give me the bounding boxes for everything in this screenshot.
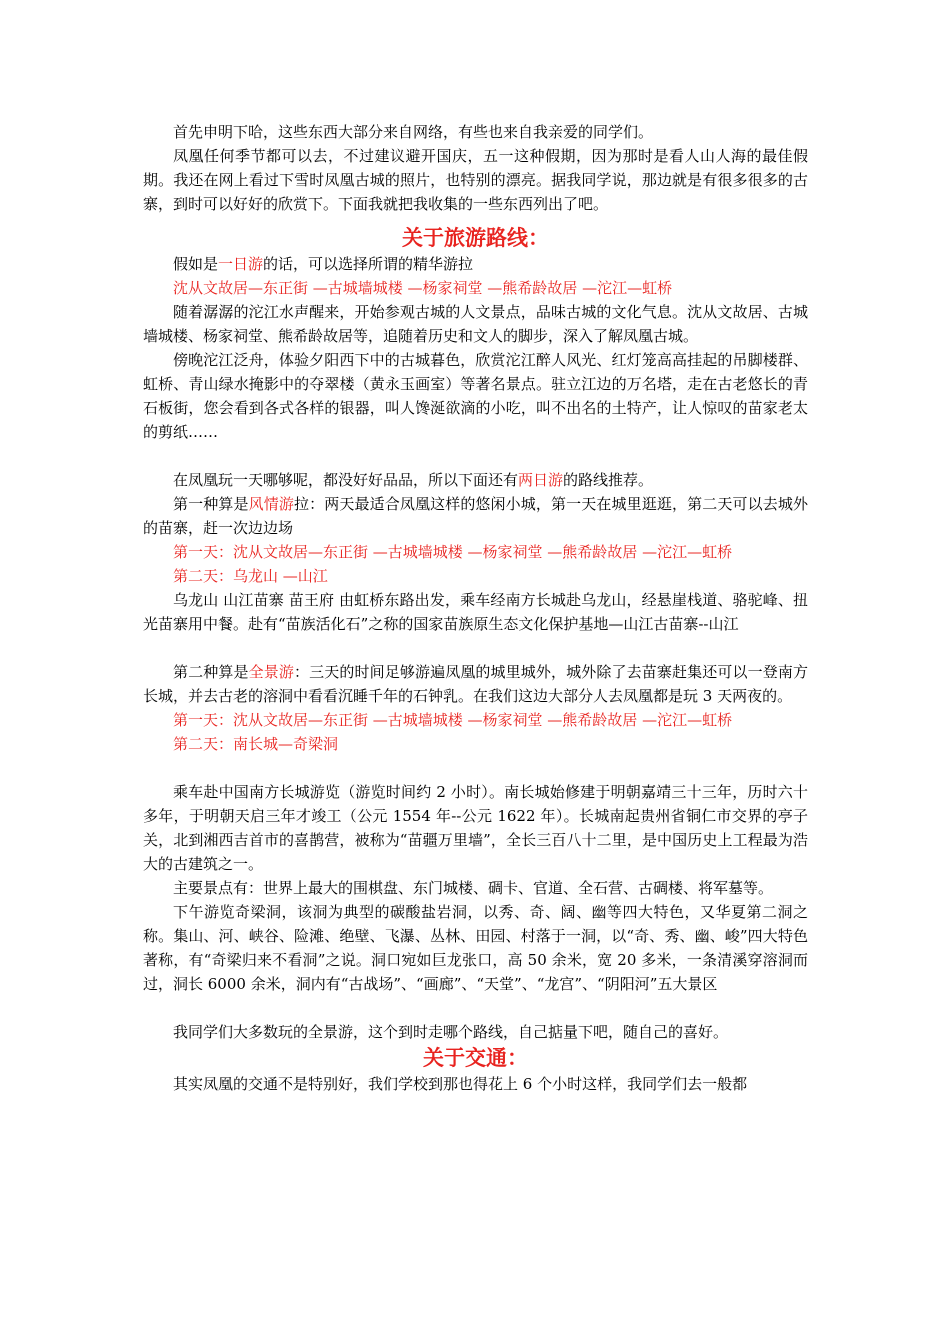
style1-highlight: 风情游 bbox=[248, 495, 294, 513]
document-page bbox=[143, 120, 808, 1096]
one-day-intro bbox=[143, 252, 808, 276]
style1-description: 乌龙山 山江苗寨 苗王府 由虹桥东路出发，乘车经南方长城赴乌龙山，经悬崖栈道、骆驼峰、扭光苗寨用中餐。赴有“苗族活化石”之称的国家苗族原生态文化保护基地—山江古苗寨--山江 bbox=[143, 591, 808, 633]
one-day-route: 沈从文故居—东正街 —古城墙城楼 —杨家祠堂 —熊希龄故居 —沱江—虹桥 bbox=[173, 279, 673, 297]
style1-day1-route: 第一天：沈从文故居—东正街 —古城墙城楼 —杨家祠堂 —熊希龄故居 —沱江—虹桥 bbox=[173, 543, 733, 561]
transport-paragraph-1: 其实凤凰的交通不是特别好，我们学校到那也得花上 6 个小时这样，我同学们去一般都 bbox=[173, 1075, 748, 1093]
style1-intro bbox=[143, 492, 808, 540]
style2-day1-route: 第一天：沈从文故居—东正街 —古城墙城楼 —杨家祠堂 —熊希龄故居 —沱江—虹桥 bbox=[173, 711, 733, 729]
one-day-highlight: 一日游 bbox=[218, 255, 264, 273]
style1-intro-pre: 第一种算是 bbox=[173, 495, 249, 513]
intro-paragraph-2: 凤凰任何季节都可以去，不过建议避开国庆，五一这种假期，因为那时是看人山人海的最佳假期。我还在网上看过下雪时凤凰古城的照片，也特别的漂亮。据我同学说，那边就是有很多很多的古寨，到时可以好好的欣赏下。下面我就把我收集的一些东西列出了吧。 bbox=[143, 147, 808, 213]
style2-intro-pre: 第二种算是 bbox=[173, 663, 249, 681]
spacer bbox=[143, 444, 808, 468]
style1-day2-route: 第二天：乌龙山 —山江 bbox=[173, 567, 328, 585]
one-day-intro-post: 的话，可以选择所谓的精华游拉 bbox=[263, 255, 474, 273]
style2-intro bbox=[143, 660, 808, 708]
transport-heading: 关于交通： bbox=[423, 1045, 528, 1070]
main-sights-paragraph: 主要景点有：世界上最大的围棋盘、东门城楼、碉卡、官道、全石营、古碉楼、将军墓等。 bbox=[173, 879, 774, 897]
style2-day2-route: 第二天：南长城—奇梁洞 bbox=[173, 735, 339, 753]
two-day-intro bbox=[143, 468, 808, 492]
spacer bbox=[143, 996, 808, 1020]
routes-closing: 我同学们大多数玩的全景游，这个到时走哪个路线，自己掂量下吧，随自己的喜好。 bbox=[173, 1023, 729, 1041]
spacer bbox=[143, 756, 808, 780]
one-day-paragraph-2: 傍晚沱江泛舟，体验夕阳西下中的古城暮色，欣赏沱江醉人风光、红灯笼高高挂起的吊脚楼群、虹桥、青山绿水掩影中的夺翠楼（黄永玉画室）等著名景点。驻立江边的万名塔，走在古老悠长的青石板街，您会看到各式各样的银器，叫人馋涎欲滴的小吃，叫不出名的土特产，让人惊叹的苗家老太的剪纸…… bbox=[143, 351, 808, 441]
qiliang-cave-paragraph: 下午游览奇梁洞，该洞为典型的碳酸盐岩洞，以秀、奇、阔、幽等四大特色，又华夏第二洞之称。集山、河、峡谷、险滩、绝壁、飞瀑、丛林、田园、村落于一洞，以“奇、秀、幽、峻”四大特色著称，有“奇梁归来不看洞”之说。洞口宛如巨龙张口，高 50 余米，宽 20 多米，一条清溪穿溶洞而过，洞长 6000 余米，洞内有“古战场”、“画廊”、“天堂”、“龙宫”、“阴阳河”五大景区 bbox=[143, 903, 808, 993]
two-day-intro-post: 的路线推荐。 bbox=[563, 471, 654, 489]
spacer bbox=[143, 636, 808, 660]
one-day-intro-pre: 假如是 bbox=[173, 255, 219, 273]
intro-paragraph-1: 首先申明下哈，这些东西大部分来自网络，有些也来自我亲爱的同学们。 bbox=[173, 123, 654, 141]
style1-intro-post: 拉：两天最适合凤凰这样的悠闲小城，第一天在城里逛逛，第二天可以去城外的苗寨，赶一次边边场 bbox=[143, 495, 808, 537]
one-day-paragraph-1: 随着潺潺的沱江水声醒来，开始参观古城的人文景点，品味古城的文化气息。沈从文故居、古城墙城楼、杨家祠堂、熊希龄故居等，追随着历史和文人的脚步，深入了解凤凰古城。 bbox=[143, 303, 808, 345]
style2-highlight: 全景游 bbox=[248, 663, 294, 681]
routes-heading: 关于旅游路线： bbox=[402, 225, 549, 250]
two-day-highlight: 两日游 bbox=[518, 471, 564, 489]
great-wall-paragraph: 乘车赴中国南方长城游览（游览时间约 2 小时）。南长城始修建于明朝嘉靖三十三年，历时六十多年，于明朝天启三年才竣工（公元 1554 年--公元 1622 年）。长城南起贵州省铜仁市交界的亭子关，北到湘西吉首市的喜鹊营，被称为“苗疆万里墙”，全长三百八十二里，是中国历史上工程最为浩大的古建筑之一。 bbox=[143, 783, 808, 873]
two-day-intro-pre: 在凤凰玩一天哪够呢，都没好好品品，所以下面还有 bbox=[173, 471, 519, 489]
style2-intro-post: ：三天的时间足够游遍凤凰的城里城外，城外除了去苗寨赶集还可以一登南方长城，并去古老的溶洞中看看沉睡千年的石钟乳。在我们这边大部分人去凤凰都是玩 3 天两夜的。 bbox=[143, 663, 808, 705]
